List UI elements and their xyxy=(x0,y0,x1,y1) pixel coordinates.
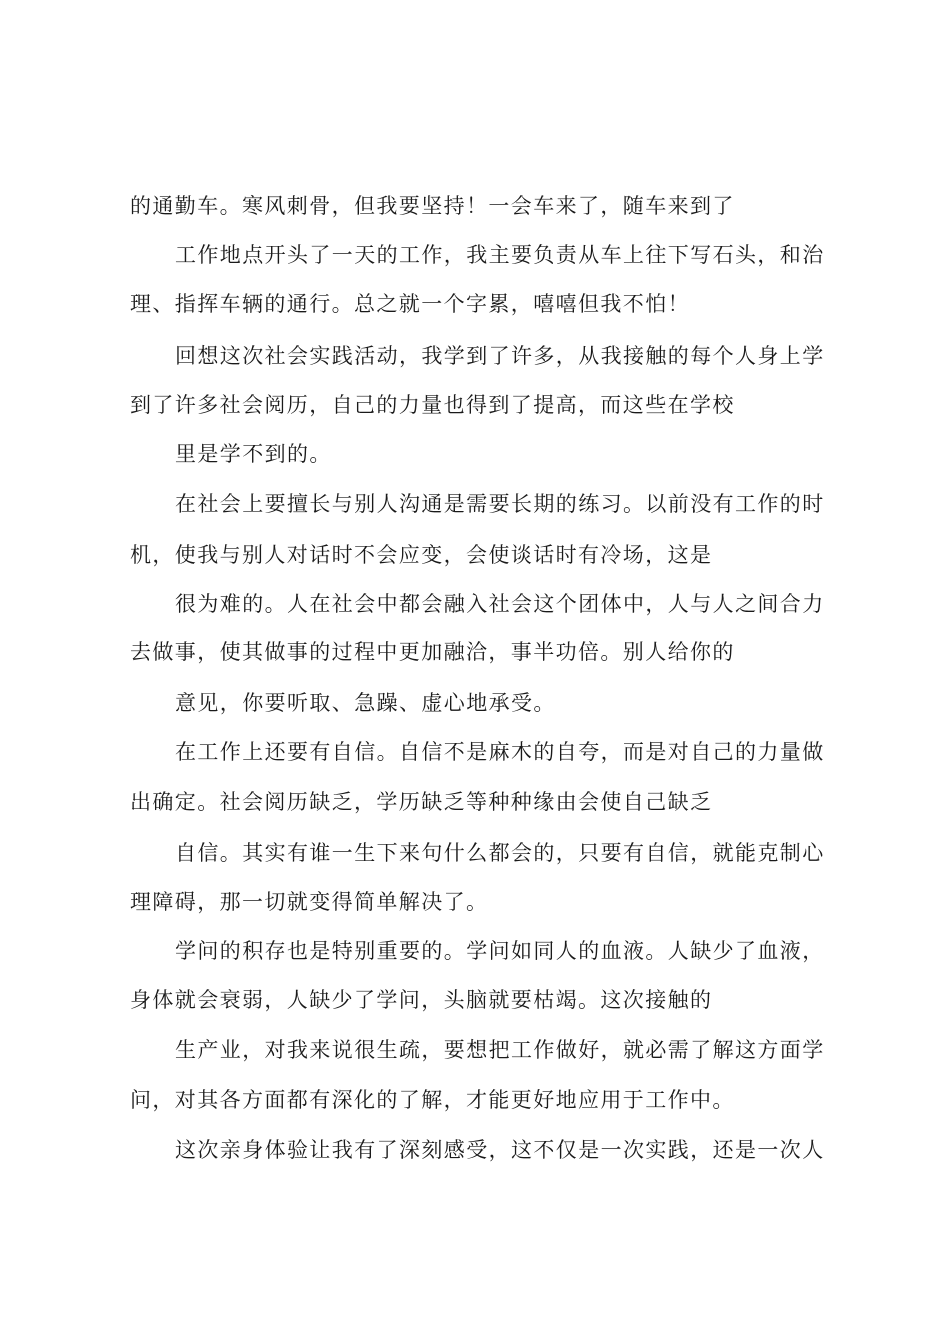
text-line: 机，使我与别人对话时不会应变，会使谈话时有冷场，这是 xyxy=(130,543,713,567)
text-line: 这次亲身体验让我有了深刻感受，这不仅是一次实践，还是一次人 xyxy=(175,1138,825,1162)
text-line: 很为难的。人在社会中都会融入社会这个团体中，人与人之间合力 xyxy=(175,592,825,616)
text-line: 到了许多社会阅历，自己的力量也得到了提高，而这些在学校 xyxy=(130,393,735,417)
text-line: 学问的积存也是特别重要的。学问如同人的血液。人缺少了血液， xyxy=(175,939,825,963)
text-line: 出确定。社会阅历缺乏，学历缺乏等种种缘由会使自己缺乏 xyxy=(130,790,713,814)
text-line: 问，对其各方面都有深化的了解，才能更好地应用于工作中。 xyxy=(130,1088,735,1112)
text-line: 去做事，使其做事的过程中更加融洽，事半功倍。别人给你的 xyxy=(130,640,735,664)
text-line: 在社会上要擅长与别人沟通是需要长期的练习。以前没有工作的时 xyxy=(175,492,825,516)
text-line: 生产业，对我来说很生疏，要想把工作做好，就必需了解这方面学 xyxy=(175,1038,825,1062)
text-line: 理障碍，那一切就变得简单解决了。 xyxy=(130,890,489,914)
text-line: 工作地点开头了一天的工作，我主要负责从车上往下写石头，和治 xyxy=(175,243,825,267)
text-line: 里是学不到的。 xyxy=(175,442,332,466)
text-line: 意见，你要听取、急躁、虚心地承受。 xyxy=(175,691,556,715)
text-line: 理、指挥车辆的通行。总之就一个字累，嘻嘻但我不怕！ xyxy=(130,292,690,316)
text-line: 回想这次社会实践活动，我学到了许多，从我接触的每个人身上学 xyxy=(175,344,825,368)
text-line: 自信。其实有谁一生下来句什么都会的，只要有自信，就能克制心 xyxy=(175,841,825,865)
text-line: 的通勤车。寒风刺骨，但我要坚持！一会车来了，随车来到了 xyxy=(130,194,735,218)
text-line: 身体就会衰弱，人缺少了学问，头脑就要枯竭。这次接触的 xyxy=(130,988,713,1012)
text-line: 在工作上还要有自信。自信不是麻木的自夸，而是对自己的力量做 xyxy=(175,740,825,764)
